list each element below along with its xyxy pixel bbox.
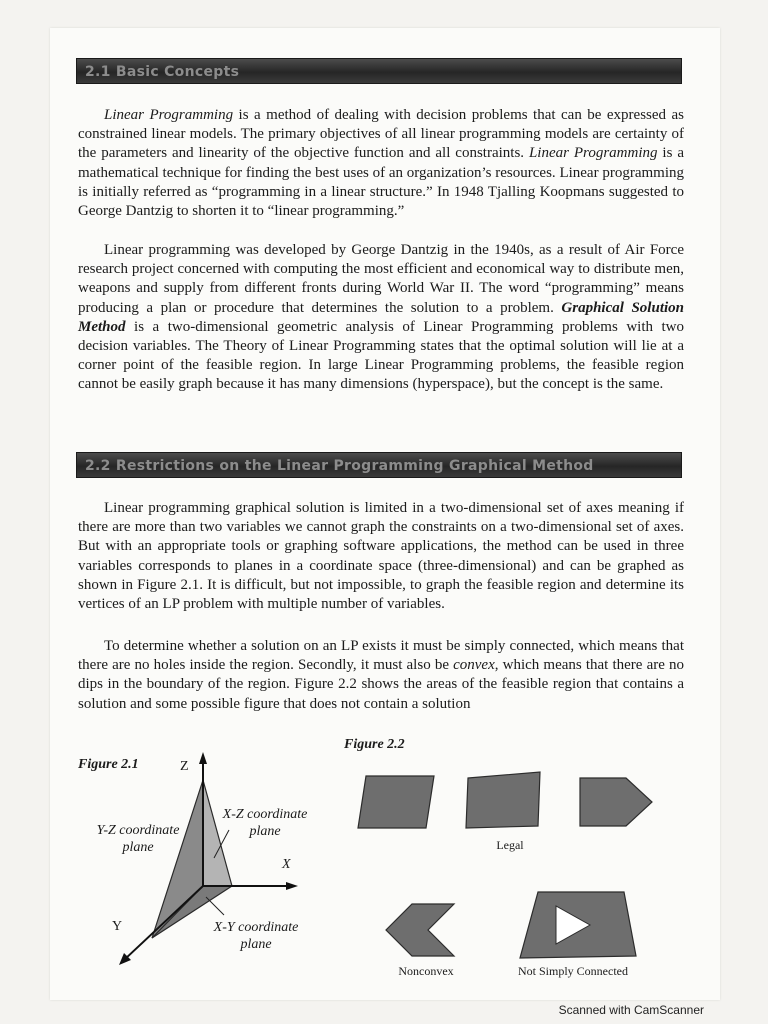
- z-axis-label: Z: [180, 759, 189, 774]
- xy-plane-label: X-Y coordinate plane: [213, 920, 299, 952]
- legal-caption: Legal: [496, 838, 524, 852]
- term-convex: convex: [453, 657, 495, 674]
- y-axis-label: Y: [112, 919, 123, 934]
- paragraph-text: To determine whether a solution on an LP exists it must be simply connected, which means that there are no holes inside the region. Secondly, it must also be: [78, 638, 684, 674]
- legal-quadrilateral-shape: [466, 772, 540, 828]
- term-linear-programming: Linear Programming: [528, 145, 658, 162]
- paragraph-text: Linear programming was developed by George Dantzig in the 1940s, as a result of Air Force research project concerned with computing the most efficient and economical way to distribute men, weapons and supply from different fronts during World War II. The word “programming” means producing a plan or procedure that determines the solution to a problem.: [78, 242, 684, 316]
- paragraph-text: Linear programming graphical solution is limited in a two-dimensional set of axes meaning if there are more than two variables we cannot graph the constraints on a two-dimensional set of axes. But with an appropriate tools or graphing software applications, the method can be used in three variables corresponds to planes in a coordinate space (three-dimensional) and can be graphed as shown in Figure 2.1. It is difficult, but not impossible, to graph the feasible region and determine its vertices of an LP problem with multiple number of variables.: [78, 500, 684, 613]
- paragraph-text: is a two-dimensional geometric analysis of Linear Programming problems with two decision variables. The Theory of Linear Programming states that the optimal solution will lie at a corner point of the feasible region. In large Linear Programming problems, the feasible region cannot be easily graph because it has many dimensions (hyperspace), but the concept is the same.: [78, 318, 684, 393]
- not-simply-connected-caption: Not Simply Connected: [518, 964, 628, 978]
- figure-2-2-label: Figure 2.2: [344, 737, 405, 752]
- paragraph-text: is a mathematical technique for finding the best uses of an organization’s resources. Linear programming is initially referred as “programming in a linear structure.” In 1948 Tjalling Koopmans suggested to George Dantzig to shorten it to “linear programming.”: [78, 145, 684, 220]
- legal-parallelogram-shape: [358, 776, 434, 828]
- x-axis-label: X: [282, 857, 291, 872]
- section-heading-restrictions: 2.2 Restrictions on the Linear Programming Graphical Method: [76, 452, 682, 478]
- nonconvex-caption: Nonconvex: [398, 964, 454, 978]
- xz-plane-label: X-Z coordinate plane: [222, 807, 308, 839]
- paragraph-text: , which means that there are no dips in the boundary of the region. Figure 2.2 shows the areas of the feasible region that contains a solution and some possible figure that does not contain a solution: [78, 657, 685, 712]
- paragraph-text: is a method of dealing with decision problems that can be expressed as constrained linear models. The primary objectives of all linear programming models are certainty of the parameters and linearity of the objective function and all constraints.: [78, 107, 685, 162]
- nonconvex-chevron-shape: [386, 904, 454, 956]
- term-linear-programming: Linear Programming: [104, 107, 234, 123]
- term-graphical-solution-method: Graphical Solution Method: [78, 299, 684, 335]
- legal-pentagon-shape: [580, 778, 652, 826]
- figure-2-1-label: Figure 2.1: [78, 757, 139, 772]
- section-heading-basic-concepts: 2.1 Basic Concepts: [76, 58, 682, 84]
- yz-plane-label: Y-Z coordinate plane: [96, 823, 180, 855]
- scanner-watermark: Scanned with CamScanner: [558, 1003, 704, 1017]
